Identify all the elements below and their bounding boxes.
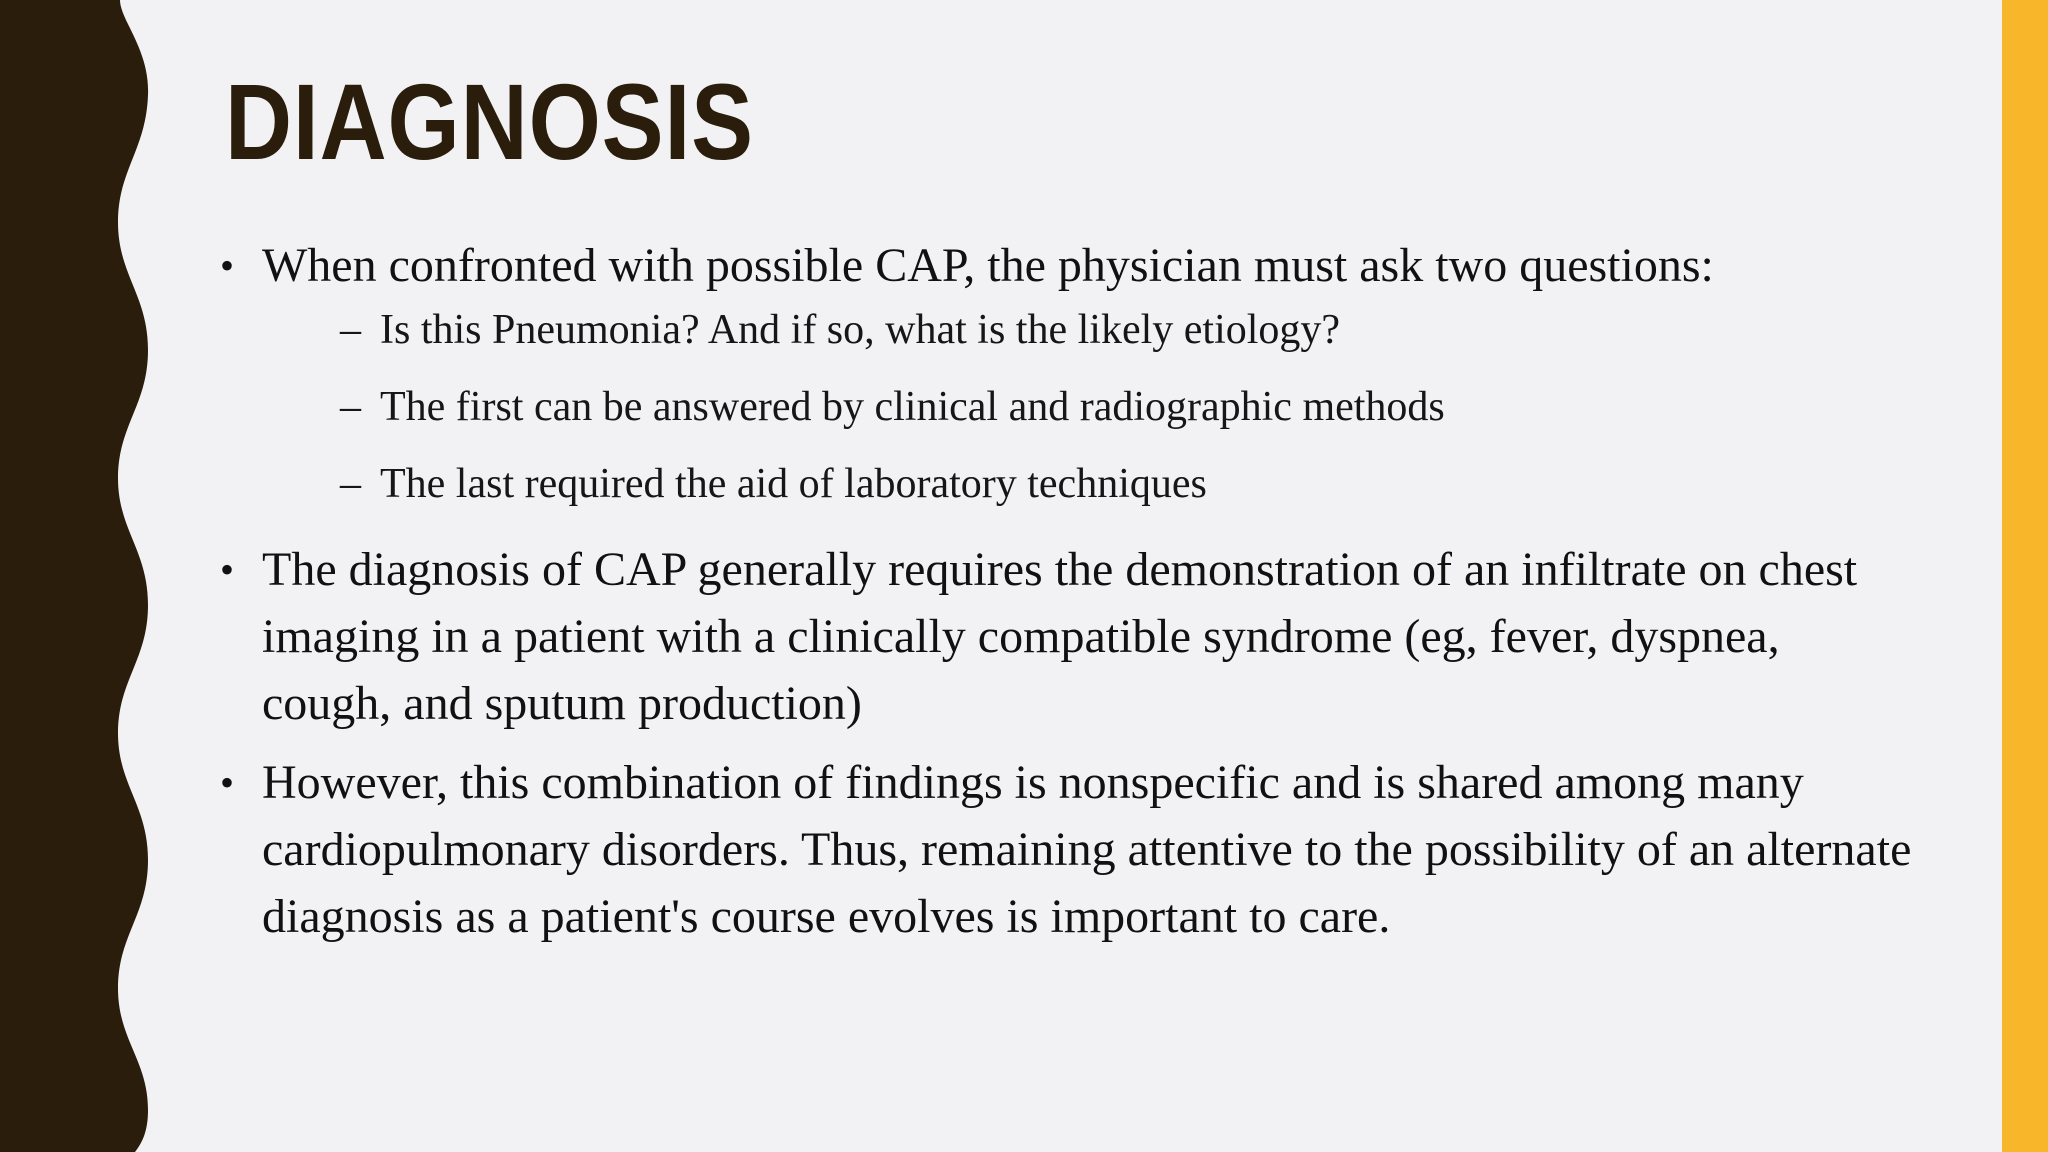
bullet-marker: • xyxy=(220,547,235,592)
right-accent-band xyxy=(2002,0,2048,1152)
sub-bullet-marker: – xyxy=(340,307,361,353)
left-wavy-band-shape xyxy=(0,0,148,1152)
sub-bullet-text: The first can be answered by clinical and radiographic methods xyxy=(380,384,1445,430)
bullet-item xyxy=(220,536,1920,737)
sub-bullet-item xyxy=(340,305,1920,355)
sub-bullet-list xyxy=(262,305,1920,509)
left-wavy-band xyxy=(0,0,160,1152)
sub-bullet-text: The last required the aid of laboratory techniques xyxy=(380,461,1207,507)
bullet-text: The diagnosis of CAP generally requires the demonstration of an infiltrate on chest imaging in a patient with a clinically compatible syndrome (eg, fever, dyspnea, cough, and sputum production) xyxy=(262,543,1858,730)
slide-title: DIAGNOSIS xyxy=(225,61,754,182)
bullet-text: When confronted with possible CAP, the physician must ask two questions: xyxy=(262,239,1714,292)
sub-bullet-text: Is this Pneumonia? And if so, what is the likely etiology? xyxy=(380,307,1341,353)
sub-bullet-marker: – xyxy=(340,384,361,430)
bullet-marker: • xyxy=(220,243,235,288)
bullet-item xyxy=(220,232,1920,509)
bullet-item xyxy=(220,749,1920,950)
sub-bullet-item xyxy=(340,459,1920,509)
bullet-list xyxy=(220,232,1920,962)
sub-bullet-item xyxy=(340,382,1920,432)
sub-bullet-marker: – xyxy=(340,461,361,507)
bullet-marker: • xyxy=(220,760,235,805)
bullet-text: However, this combination of findings is nonspecific and is shared among many cardiopulmonary disorders. Thus, remaining attentive to the possibility of an alternate diagnosis as a patient's course evolves is important to care. xyxy=(262,756,1912,943)
